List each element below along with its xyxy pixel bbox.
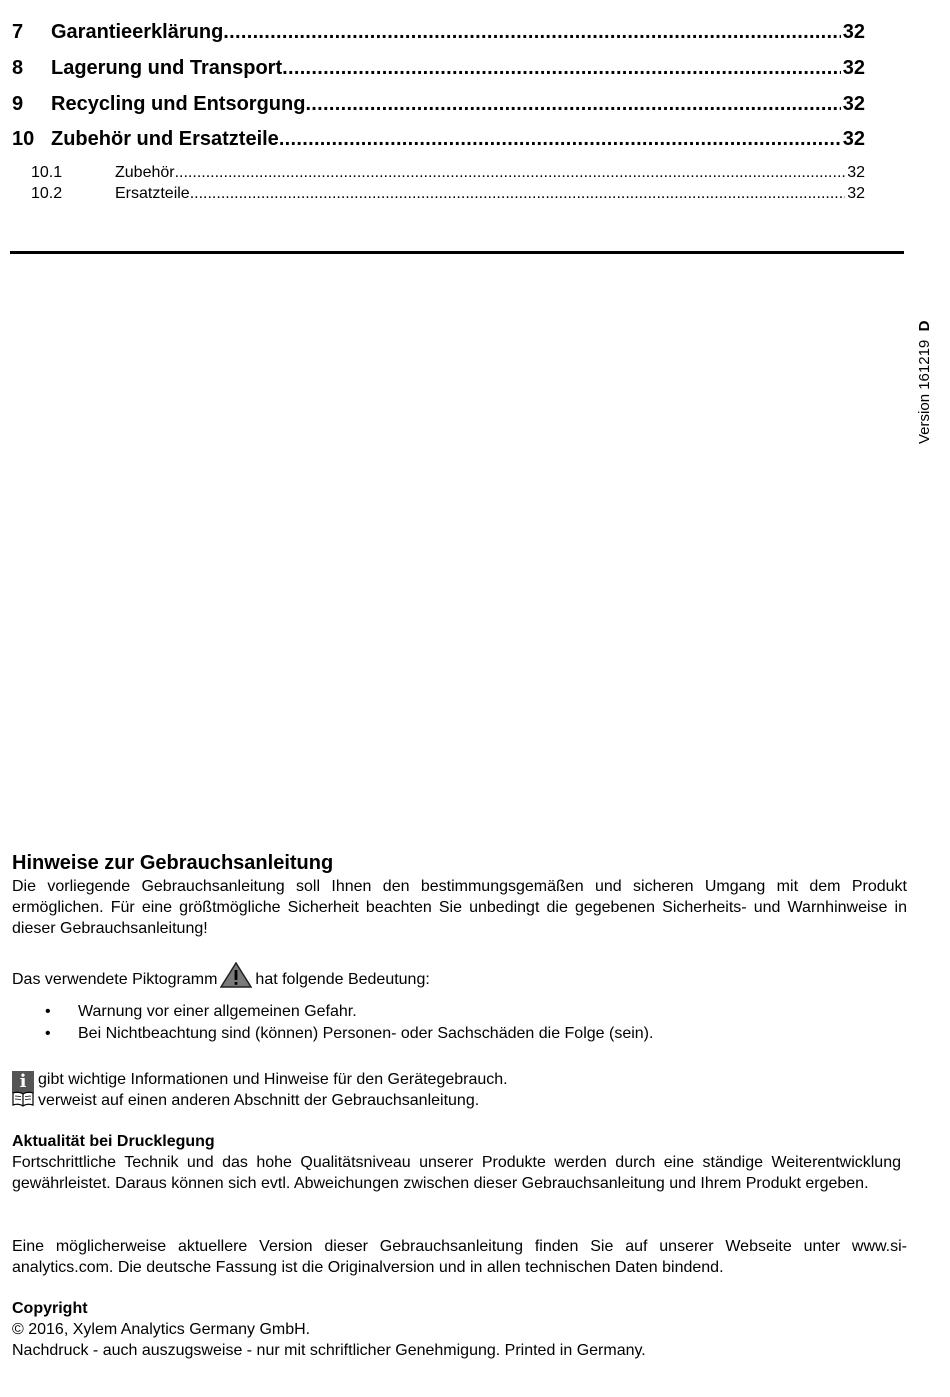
- print-heading: Aktualität bei Drucklegung: [12, 1133, 215, 1150]
- toc-number: 10: [12, 128, 35, 150]
- pictogram-line: [12, 962, 430, 990]
- toc-title: Recycling und Entsorgung: [51, 93, 306, 115]
- toc-page: 32: [842, 93, 865, 115]
- toc-page: 32: [842, 57, 865, 79]
- print-paragraph-2: Eine möglicherweise aktuellere Version dieser Gebrauchsanleitung finden Sie auf unserer Webseite unter www.si-analytics.com. Die deutsche Fassung ist die Originalversion und in allen technischen Daten bindend.: [12, 1238, 907, 1276]
- section-divider: [10, 251, 904, 254]
- toc-number: 9: [12, 93, 24, 115]
- info-text: gibt wichtige Informationen und Hinweise für den Gerätegebrauch.: [38, 1071, 508, 1088]
- toc-entry-8[interactable]: [12, 56, 865, 80]
- warning-triangle-icon: [220, 962, 252, 988]
- toc-number: 10.2: [31, 185, 63, 202]
- toc-leader: [190, 184, 846, 204]
- pictogram-text-after: hat folgende Bedeutung:: [255, 971, 430, 988]
- list-item-text: Warnung vor einer allgemeinen Gefahr.: [78, 1003, 357, 1020]
- list-item: [45, 1001, 357, 1022]
- reference-text: verweist auf einen anderen Abschnitt der Gebrauchsanleitung.: [38, 1092, 480, 1109]
- toc-entry-10[interactable]: [12, 127, 865, 151]
- toc-page: 32: [847, 185, 865, 202]
- reference-line: [12, 1090, 479, 1111]
- toc-title: Zubehör und Ersatzteile: [51, 128, 279, 150]
- print-paragraph-1: Fortschrittliche Technik und das hohe Qualitätsniveau unserer Produkte werden durch eine ständige Weiterentwicklung gewährleistet. Daraus können sich evtl. Abweichungen zwischen dieser Gebrauchsanleitung und Ihrem Produkt ergeben.: [12, 1154, 901, 1192]
- toc-page: 32: [842, 128, 865, 150]
- toc-leader: [223, 20, 840, 44]
- version-letter: D: [916, 320, 933, 332]
- toc-title: Zubehör: [115, 164, 175, 181]
- info-icon: i: [12, 1071, 34, 1093]
- toc-leader: [175, 163, 846, 183]
- reprint-notice: Nachdruck - auch auszugsweise - nur mit schriftlicher Genehmigung. Printed in Germany.: [12, 1342, 646, 1359]
- toc-title: Ersatzteile: [115, 185, 190, 202]
- bullet-icon: •: [45, 1025, 51, 1042]
- toc-entry-7[interactable]: [12, 20, 865, 44]
- toc-entry-10-1[interactable]: [31, 163, 865, 183]
- intro-paragraph: Die vorliegende Gebrauchsanleitung soll Ihnen den bestimmungsgemäßen und sicheren Umgang mit dem Produkt ermöglichen. Für eine größtmögliche Sicherheit beachten Sie unbedingt die gegebenen Sicherheits- und Warnhinweise in dieser Gebrauchsanleitung!: [12, 878, 907, 937]
- toc-page: 32: [842, 21, 865, 43]
- toc-entry-10-2[interactable]: [31, 184, 865, 204]
- toc-leader: [305, 92, 840, 116]
- toc-leader: [279, 127, 841, 151]
- toc-page: 32: [847, 164, 865, 181]
- list-item: [45, 1023, 653, 1044]
- toc-number: 10.1: [31, 164, 63, 181]
- version-text: Version 161219: [916, 339, 933, 444]
- section-title: Hinweise zur Gebrauchsanleitung: [12, 852, 334, 874]
- toc-entry-9[interactable]: [12, 92, 865, 116]
- copyright-line: © 2016, Xylem Analytics Germany GmbH.: [12, 1321, 311, 1338]
- copyright-heading: Copyright: [12, 1300, 88, 1317]
- toc-title: Garantieerklärung: [51, 21, 224, 43]
- toc-title: Lagerung und Transport: [51, 57, 283, 79]
- pictogram-text-before: Das verwendete Piktogramm: [12, 971, 218, 988]
- book-icon: [12, 1091, 34, 1107]
- list-item-text: Bei Nichtbeachtung sind (können) Personen- oder Sachschäden die Folge (sein).: [78, 1025, 654, 1042]
- toc-number: 7: [12, 21, 24, 43]
- toc-leader: [282, 56, 841, 80]
- toc-number: 8: [12, 57, 24, 79]
- version-label: [916, 321, 934, 444]
- bullet-icon: •: [45, 1003, 51, 1020]
